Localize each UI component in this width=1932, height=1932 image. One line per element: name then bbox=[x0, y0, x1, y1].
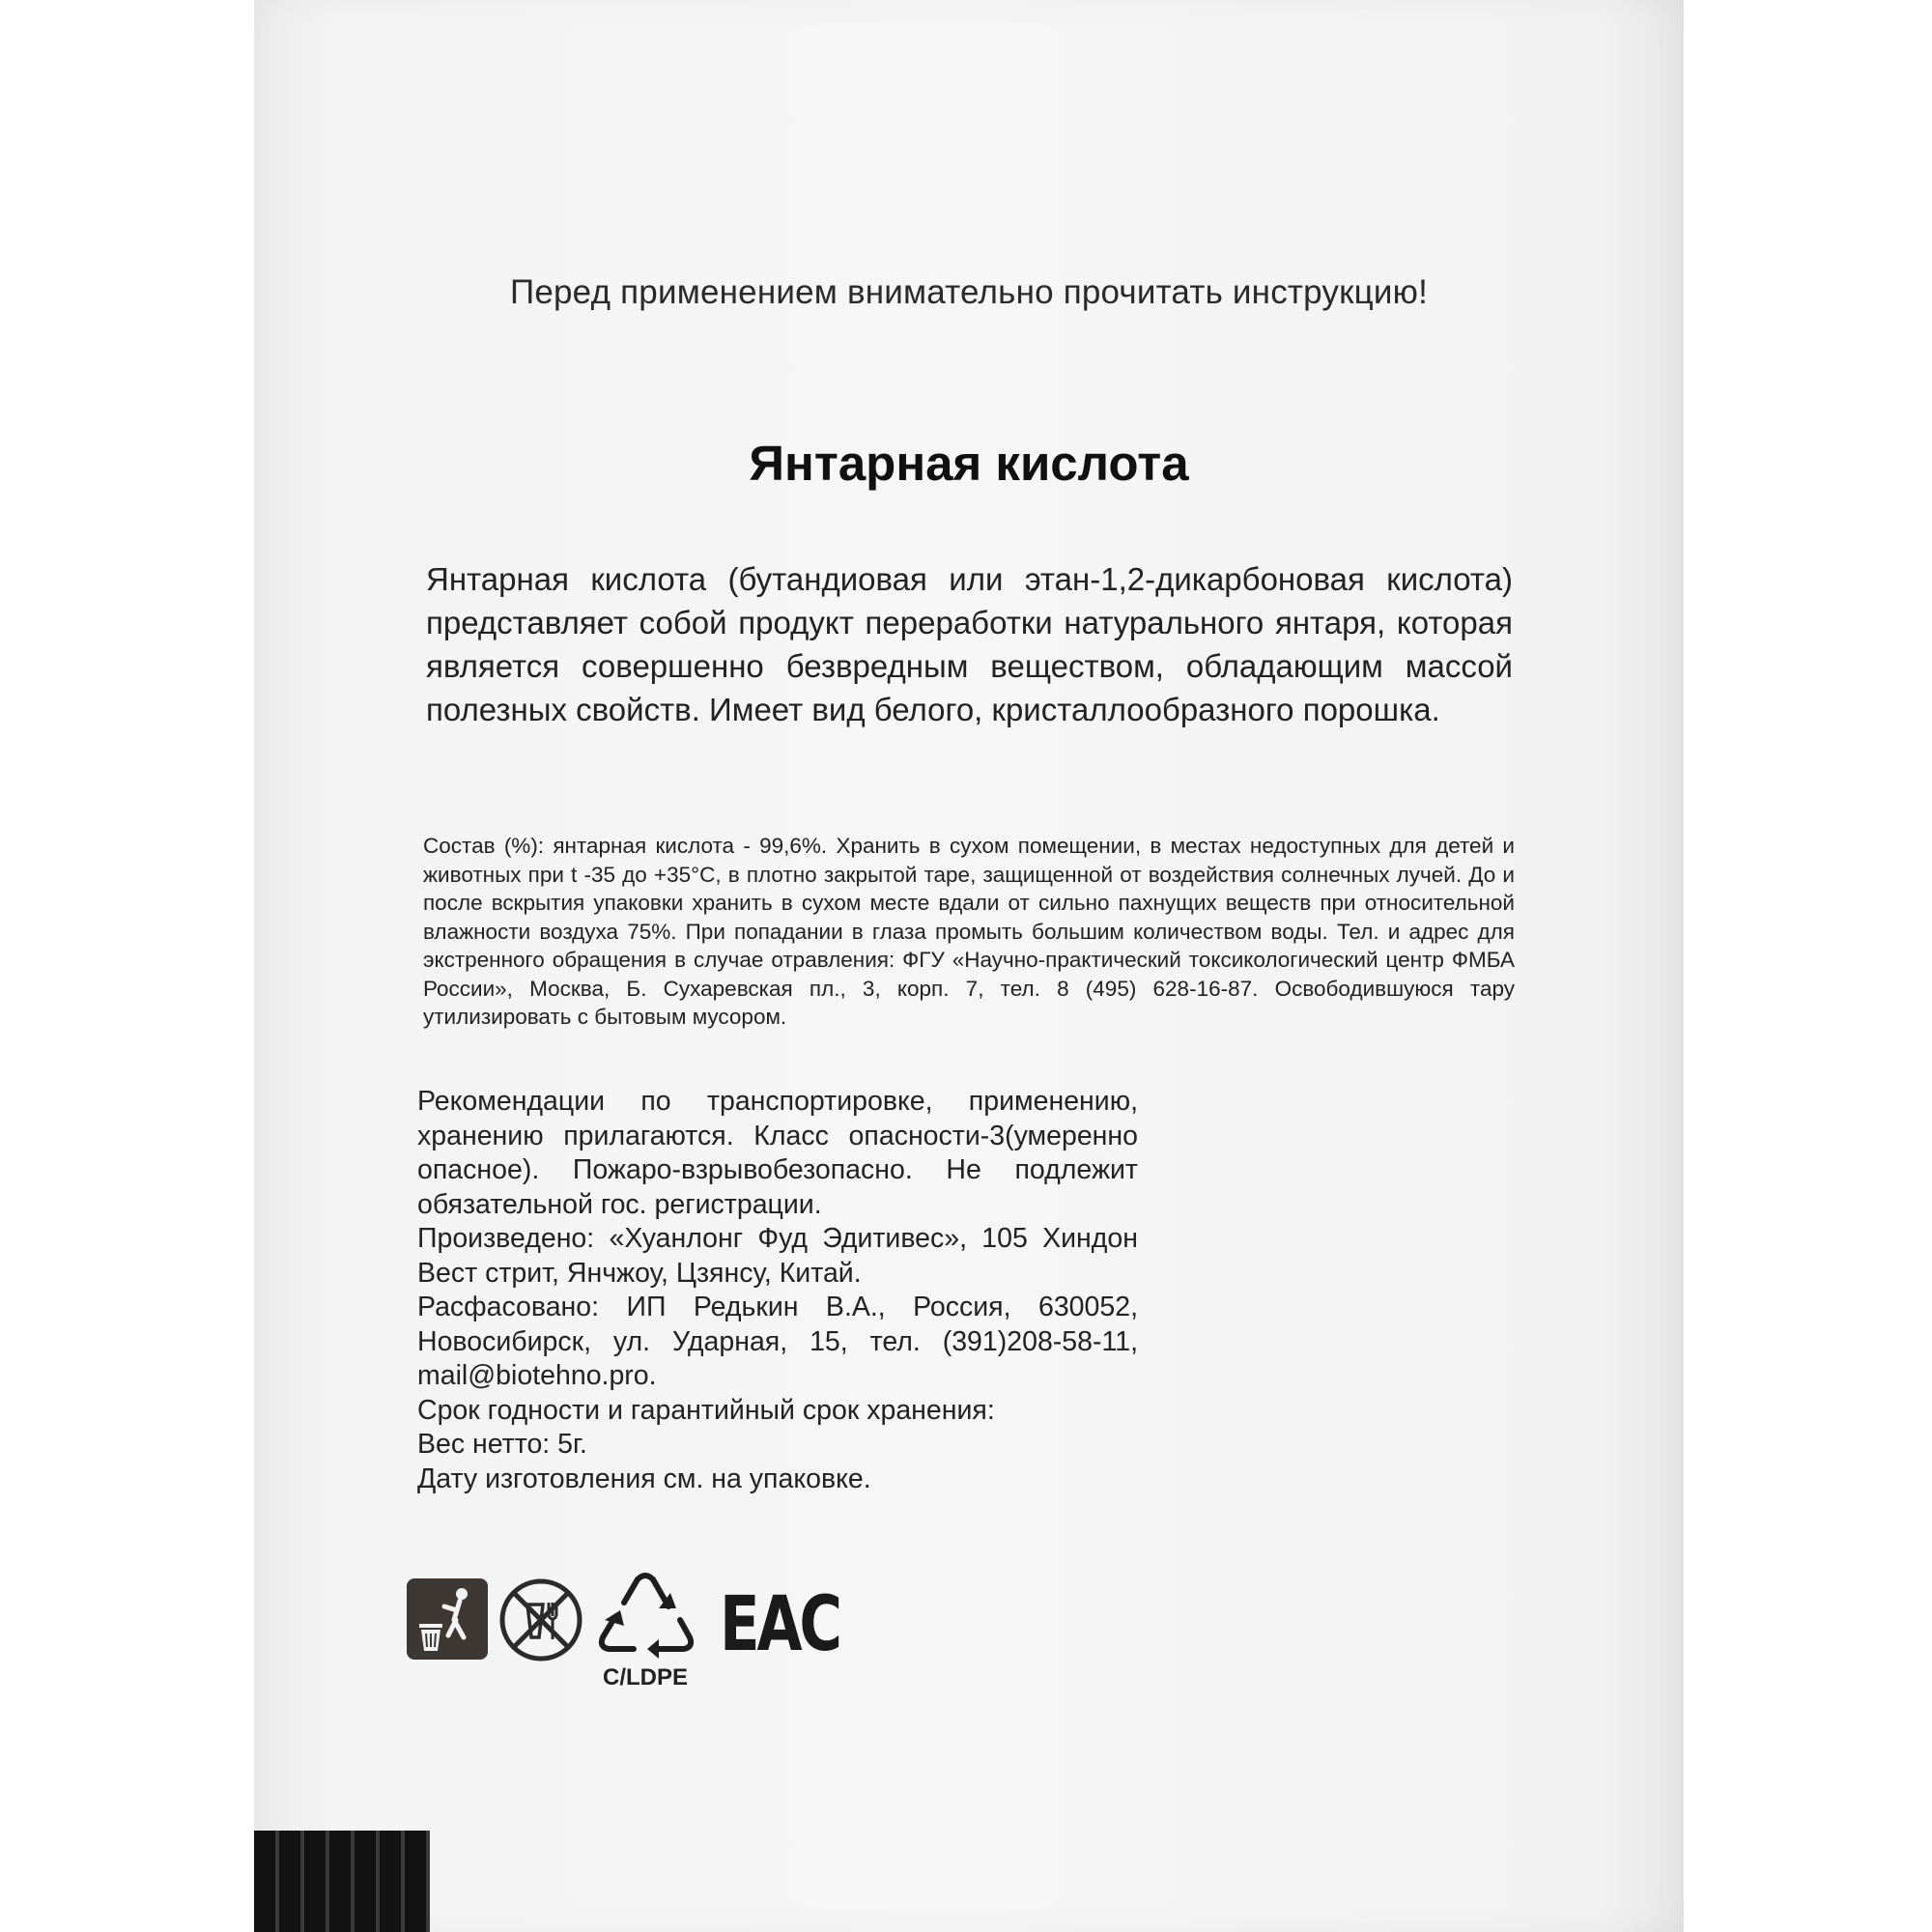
product-info bbox=[417, 1085, 1138, 1496]
shelf-life-text: Срок годности и гарантийный срок хранения: bbox=[417, 1394, 995, 1426]
composition-storage-text: Состав (%): янтарная кислота - 99,6%. Хранить в сухом помещении, в местах недоступных для детей и животных при t -35 до +35°C, в плотно закрытой таре, защищенной от воздействия солнечных лучей. До и после вскрытия упаковки хранить в сухом месте вдали от сильно пахнущих веществ при относительной влажности воздуха 75%. При попадании в глаза промыть большим количеством воды. Тел. и адрес для экстренного обращения в случае отравления: ФГУ «Научно-практический токсикологический центр ФМБА России», Москва, Б. Сухаревская пл., 3, корп. 7, тел. 8 (495) 628-16-87. Освободившуюся тару утилизировать с бытовым мусором. bbox=[423, 834, 1515, 1029]
net-weight-text: Вес нетто: 5г. bbox=[417, 1429, 587, 1460]
pictogram-row bbox=[406, 1570, 839, 1695]
recommendations-text: Рекомендации по транспортировке, применению, хранению прилагаются. Класс опасности-3(умеренно опасное). Пожаро-взрывобезопасно. Не подлежит обязательной гос. регистрации. bbox=[417, 1086, 1138, 1220]
instruction-notice: Перед применением внимательно прочитать инструкцию! bbox=[510, 273, 1428, 311]
manufacturer-text: Произведено: «Хуанлонг Фуд Эдитивес», 105 Хиндон Вест стрит, Янчжоу, Цзянсу, Китай. bbox=[417, 1223, 1138, 1289]
product-title: Янтарная кислота bbox=[749, 436, 1189, 491]
production-date-text: Дату изготовления см. на упаковке. bbox=[417, 1463, 871, 1494]
recycle-code-label: C/LDPE bbox=[602, 1664, 688, 1690]
product-description: Янтарная кислота (бутандиовая или этан-1,2-дикарбоновая кислота) представляет собой продукт переработки натурального янтаря, которая является совершенно безвредным веществом, обладающим массой полезных свойств. Имеет вид белого, кристаллообразного порошка. bbox=[426, 561, 1513, 727]
packer-text: Расфасовано: ИП Редькин В.А., Россия, 630052, Новосибирск, ул. Ударная, 15, тел. (391)208-58-11, mail@biotehno.pro. bbox=[417, 1292, 1138, 1391]
dispose-in-bin-icon bbox=[406, 1577, 489, 1661]
eac-mark: EAC bbox=[720, 1581, 839, 1668]
recycle-icon bbox=[595, 1570, 696, 1662]
not-for-food-icon bbox=[498, 1577, 583, 1662]
barcode-edge bbox=[254, 1831, 430, 1932]
